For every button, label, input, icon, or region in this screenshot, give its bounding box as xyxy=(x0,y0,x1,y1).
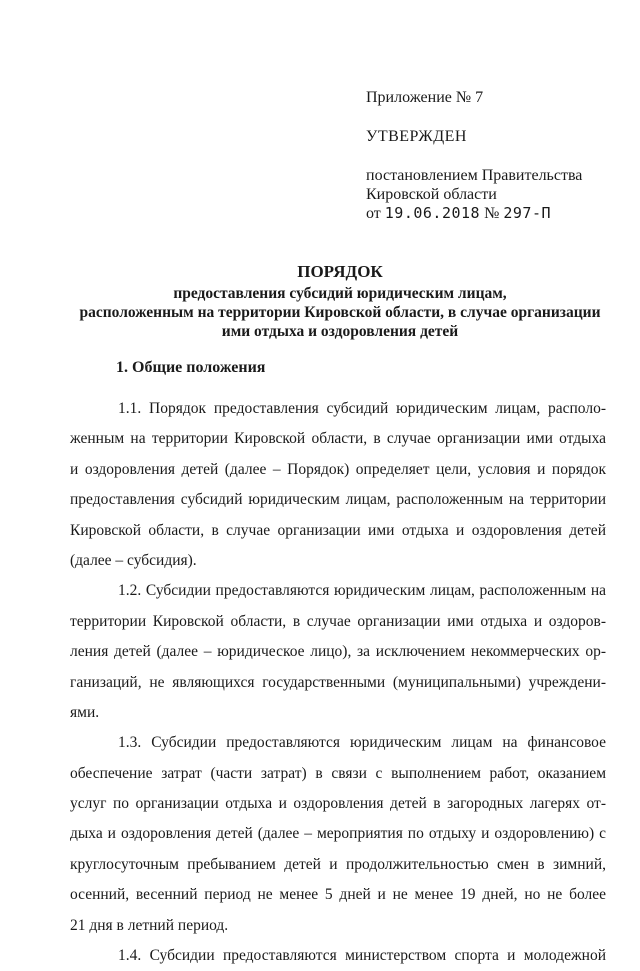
body-line: предоставления субсидий юридическим лицам, расположенным на территории xyxy=(70,491,606,509)
body-line: круглосуточным пребыванием детей и продолжительностью смен в зимний, xyxy=(70,855,606,873)
date-prefix: от xyxy=(366,205,381,222)
title-subline: ими отдыха и оздоровления детей xyxy=(221,323,459,340)
number-label: № xyxy=(484,205,500,222)
resolution-date-line xyxy=(366,204,626,223)
approval-block xyxy=(366,88,626,223)
body-line: женным на территории Кировской области, в случае организации ими отдыха xyxy=(70,430,606,448)
body-line: 1.2. Субсидии предоставляются юридическим лицам, расположенным на xyxy=(118,582,606,600)
title-subline: расположенным на территории Кировской области, в случае организации xyxy=(79,304,601,321)
handwritten-date: 19.06.2018 xyxy=(384,204,481,222)
body-line: территории Кировской области, в случае организации ими отдыха и оздоров- xyxy=(70,612,606,630)
body-line: (далее – субсидия). xyxy=(70,551,197,569)
document-body xyxy=(70,394,606,971)
approved-stamp: УТВЕРЖДЕН xyxy=(366,128,467,145)
body-line: 21 дня в летний период. xyxy=(70,916,229,934)
body-line: дыха и оздоровления детей (далее – мероприятия по отдыху и оздоровлению) с xyxy=(70,825,606,843)
body-line: услуг по организации отдыха и оздоровления детей в загородных лагерях от- xyxy=(70,795,606,813)
document-title-block xyxy=(40,262,640,341)
body-line: ления детей (далее – юридическое лицо), за исключением некоммерческих ор- xyxy=(70,643,606,661)
body-line: Кировской области, в случае организации ими отдыха и оздоровления детей xyxy=(70,521,606,539)
appendix-number: Приложение № 7 xyxy=(366,89,484,106)
body-line: 1.4. Субсидии предоставляются министерством спорта и молодежной xyxy=(118,947,606,965)
body-line: осенний, весенний период не менее 5 дней и не менее 19 дней, но не более xyxy=(70,886,606,904)
body-line: 1.1. Порядок предоставления субсидий юридическим лицам, располо- xyxy=(118,400,606,417)
body-line: и оздоровления детей (далее – Порядок) определяет цели, условия и порядок xyxy=(70,460,606,478)
section-heading: 1. Общие положения xyxy=(116,359,266,376)
body-line: обеспечение затрат (части затрат) в связи с выполнением работ, оказанием xyxy=(70,764,606,782)
handwritten-number: 297-П xyxy=(503,204,552,222)
body-line: 1.3. Субсидии предоставляются юридическим лицам на финансовое xyxy=(118,734,606,752)
title-subline: предоставления субсидий юридическим лицам, xyxy=(173,285,507,302)
document-title: ПОРЯДОК xyxy=(297,262,383,281)
resolution-line-2: Кировской области xyxy=(366,186,497,203)
body-line: ганизаций, не являющихся государственными (муниципальными) учреждени- xyxy=(70,673,606,691)
resolution-line-1: постановлением Правительства xyxy=(366,167,583,184)
body-line: ями. xyxy=(70,703,100,721)
